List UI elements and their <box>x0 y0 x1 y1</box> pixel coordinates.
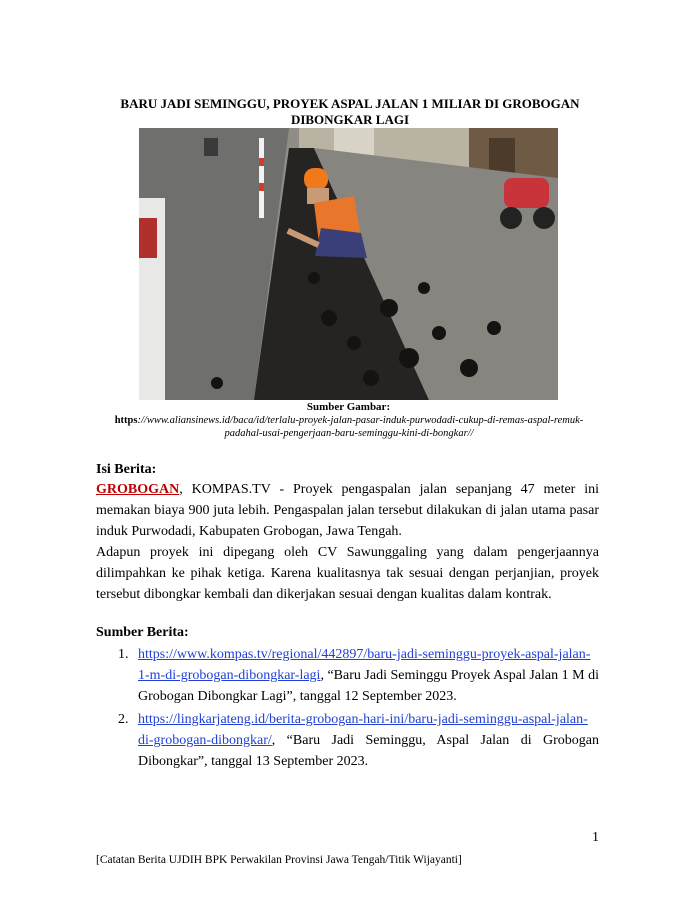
news-heading: Isi Berita: <box>96 462 157 477</box>
source-description: , “Baru Jadi Seminggu Proyek Aspal Jalan 1 M di Grobogan Dibongkar Lagi”, tanggal 12 September 2023. <box>138 668 599 704</box>
source-number: 1. <box>118 647 129 662</box>
image-source-prefix: https <box>114 415 138 426</box>
news-paragraph-2: Adapun proyek ini dipegang oleh CV Sawunggaling yang dalam pengerjaannya dilimpahkan ke pihak ketiga. Karena kualitasnya tak sesuai dengan perjanjian, proyek tersebut dibongkar kembali dan dikerjakan sesuai dengan kualitas dalam kontrak. <box>96 545 599 602</box>
source-item <box>96 644 599 707</box>
sources-list <box>96 644 599 774</box>
page-footer: [Catatan Berita UJDIH BPK Perwakilan Provinsi Jawa Tengah/Titik Wijayanti] <box>96 854 462 866</box>
source-link[interactable]: https://lingkarjateng.id/berita-grobogan-hari-ini/baru-jadi-seminggu-aspal-jalan-di-grobogan-dibongkar/ <box>138 712 588 748</box>
source-description: , “Baru Jadi Seminggu, Aspal Jalan di Grobogan Dibongkar”, tanggal 13 September 2023. <box>138 733 599 769</box>
image-source-url <box>100 414 598 440</box>
image-caption-label: Sumber Gambar: <box>306 401 391 413</box>
source-link[interactable]: https://www.kompas.tv/regional/442897/baru-jadi-seminggu-proyek-aspal-jalan-1-m-di-grobogan-dibongkar-lagi <box>138 647 591 683</box>
page-number: 1 <box>592 830 599 845</box>
sources-heading: Sumber Berita: <box>96 625 189 640</box>
news-photo <box>139 128 558 400</box>
document-title: BARU JADI SEMINGGU, PROYEK ASPAL JALAN 1 MILIAR DI GROBOGAN DIBONGKAR LAGI <box>120 96 580 127</box>
source-item <box>96 709 599 772</box>
news-body <box>96 479 599 605</box>
paragraph-1-text: , KOMPAS.TV - Proyek pengaspalan jalan sepanjang 47 meter ini memakan biaya 900 juta lebih. Pengaspalan jalan tersebut dilakukan di jalan utama pasar induk Purwodadi, Kabupaten Grobogan, Jawa Tengah. <box>96 482 599 539</box>
hard-hat-icon <box>304 168 328 190</box>
lead-word-link[interactable]: GROBOGAN <box>96 482 180 497</box>
source-number: 2. <box>118 712 129 727</box>
news-paragraph-1 <box>96 479 599 542</box>
road-repair-photo <box>139 128 558 400</box>
image-source-url-rest[interactable]: ://www.aliansinews.id/baca/id/terlalu-proyek-jalan-pasar-induk-purwodadi-cukup-di-remas-aspal-remuk-padahal-usai-pengerjaan-baru-seminggu-kini-di-bongkar// <box>137 415 584 439</box>
